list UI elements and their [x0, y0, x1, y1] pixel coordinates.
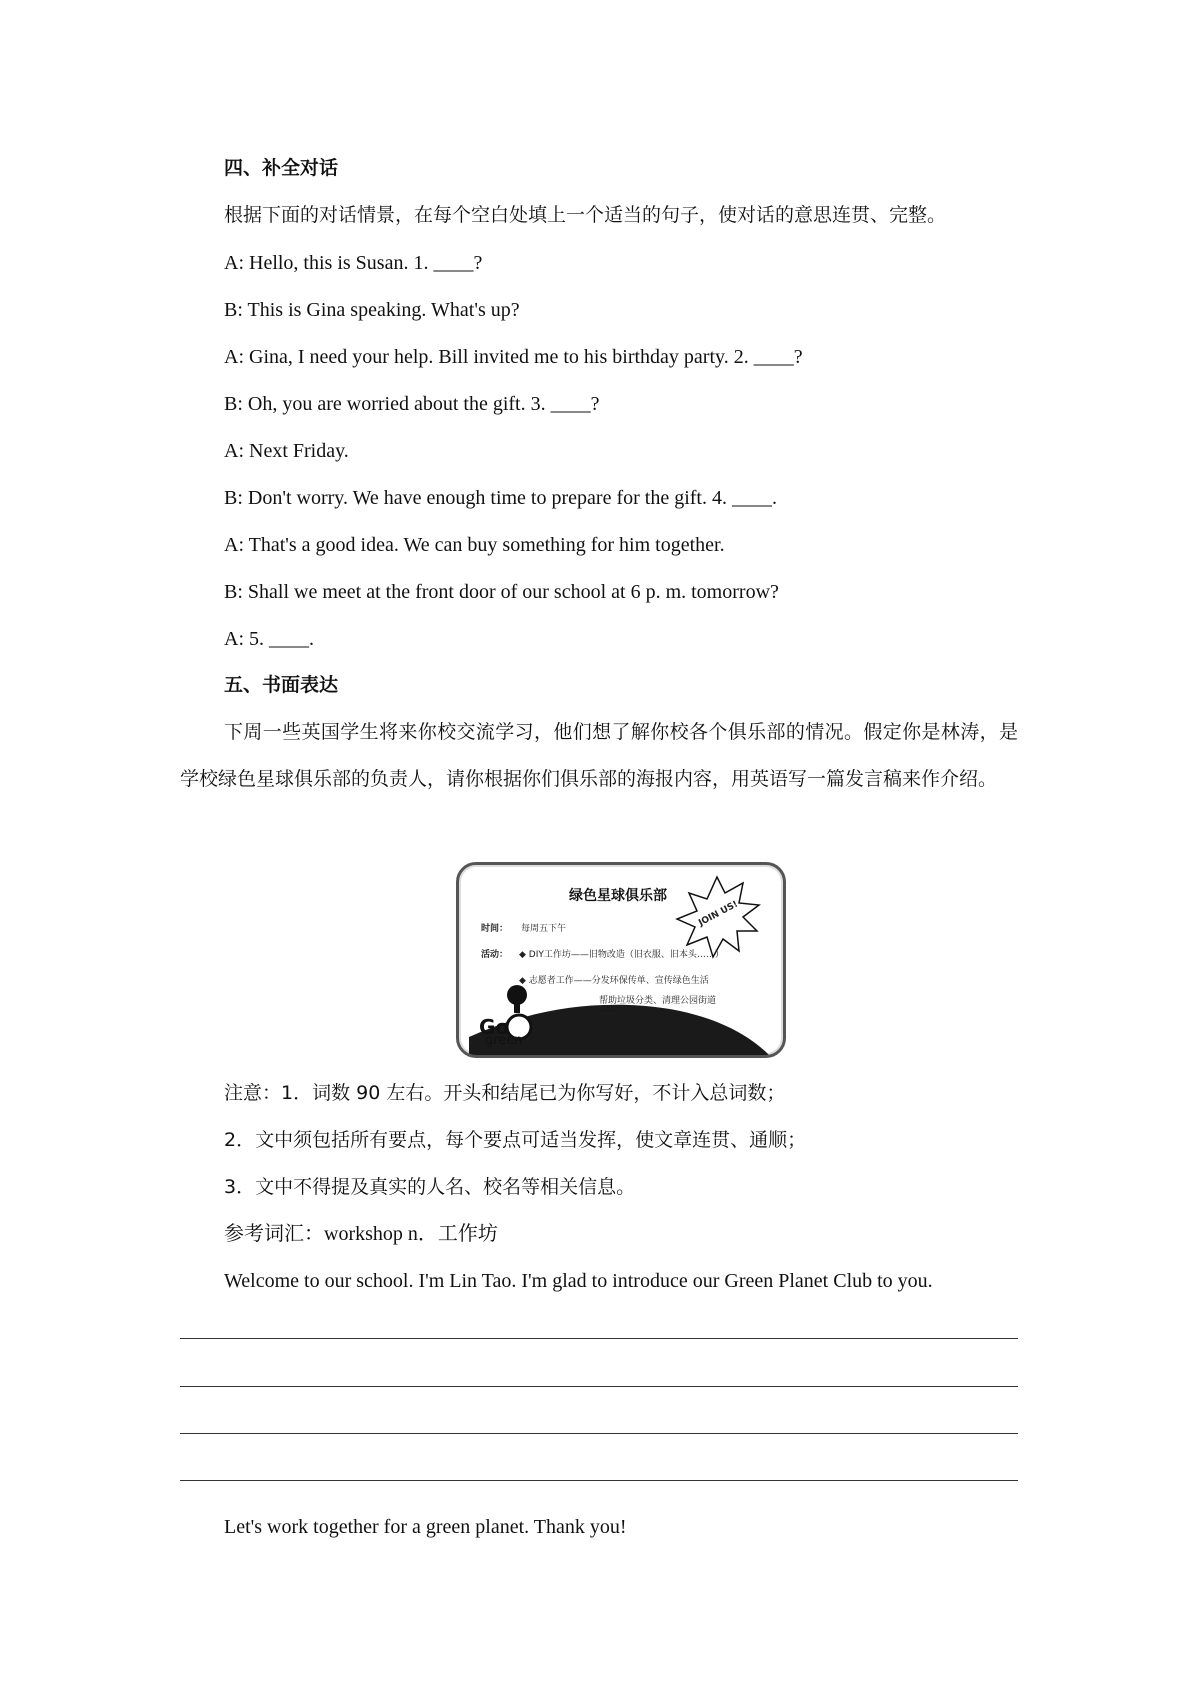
- dialogue-line-2: B: This is Gina speaking. What's up?: [224, 299, 520, 321]
- section-4-instruction: 根据下面的对话情景，在每个空白处填上一个适当的句子，使对话的意思连贯、完整。: [224, 204, 947, 226]
- answer-line-1: [180, 1338, 1018, 1339]
- dialogue-line-3: A: Gina, I need your help. Bill invited me to his birthday party. 2. ____?: [224, 346, 803, 368]
- writing-prompt: 下周一些英国学生将来你校交流学习，他们想了解你校各个俱乐部的情况。假定你是林涛，是学校绿色星球俱乐部的负责人，请你根据你们俱乐部的海报内容，用英语写一篇发言稿来作介绍。: [180, 721, 1018, 790]
- vocab-hint: 参考词汇：workshop n．工作坊: [224, 1223, 498, 1245]
- dialogue-line-1: A: Hello, this is Susan. 1. ____?: [224, 252, 483, 274]
- note-1: 注意：1．词数 90 左右。开头和结尾已为你写好，不计入总词数；: [224, 1082, 786, 1104]
- logo-go-text: Go: [479, 1015, 510, 1039]
- answer-line-3: [180, 1433, 1018, 1434]
- dialogue-line-6: B: Don't worry. We have enough time to prepare for the gift. 4. ____.: [224, 487, 777, 509]
- note-3: 3．文中不得提及真实的人名、校名等相关信息。: [224, 1176, 636, 1198]
- answer-line-4: [180, 1480, 1018, 1481]
- club-poster: [456, 862, 786, 1058]
- poster-ellipsis: ……: [599, 1007, 617, 1017]
- closing-sentence: Let's work together for a green planet. Thank you!: [224, 1516, 627, 1538]
- opening-sentence: Welcome to our school. I'm Lin Tao. I'm glad to introduce our Green Planet Club to you.: [224, 1270, 933, 1292]
- poster-time-label: 时间：: [481, 924, 509, 934]
- dialogue-line-4: B: Oh, you are worried about the gift. 3. ____?: [224, 393, 600, 415]
- dialogue-line-8: B: Shall we meet at the front door of our school at 6 p. m. tomorrow?: [224, 581, 779, 603]
- logo-green-text: green: [485, 1033, 523, 1048]
- poster-activity-2b: 帮助垃圾分类、清理公园街道: [599, 996, 717, 1006]
- dialogue-line-7: A: That's a good idea. We can buy something for him together.: [224, 534, 725, 556]
- tree-icon: [507, 985, 527, 1005]
- section-5-heading: 五、书面表达: [224, 674, 339, 696]
- section-4-heading: 四、补全对话: [224, 157, 339, 179]
- answer-line-2: [180, 1386, 1018, 1387]
- poster-activity-1: ◆ DIY工作坊——旧物改造（旧衣服、旧本头……）: [519, 950, 724, 960]
- poster-activity-2: ◆ 志愿者工作——分发环保传单、宣传绿色生活: [519, 976, 709, 986]
- dialogue-line-5: A: Next Friday.: [224, 440, 349, 462]
- note-2: 2．文中须包括所有要点，每个要点可适当发挥，使文章连贯、通顺；: [224, 1129, 807, 1151]
- poster-title: 绿色星球俱乐部: [569, 888, 667, 904]
- dialogue-line-9: A: 5. ____.: [224, 628, 314, 650]
- poster-time-value: 每周五下午: [521, 924, 567, 934]
- poster-activity-label: 活动：: [481, 950, 509, 960]
- join-us-badge: JOIN US!: [697, 899, 740, 929]
